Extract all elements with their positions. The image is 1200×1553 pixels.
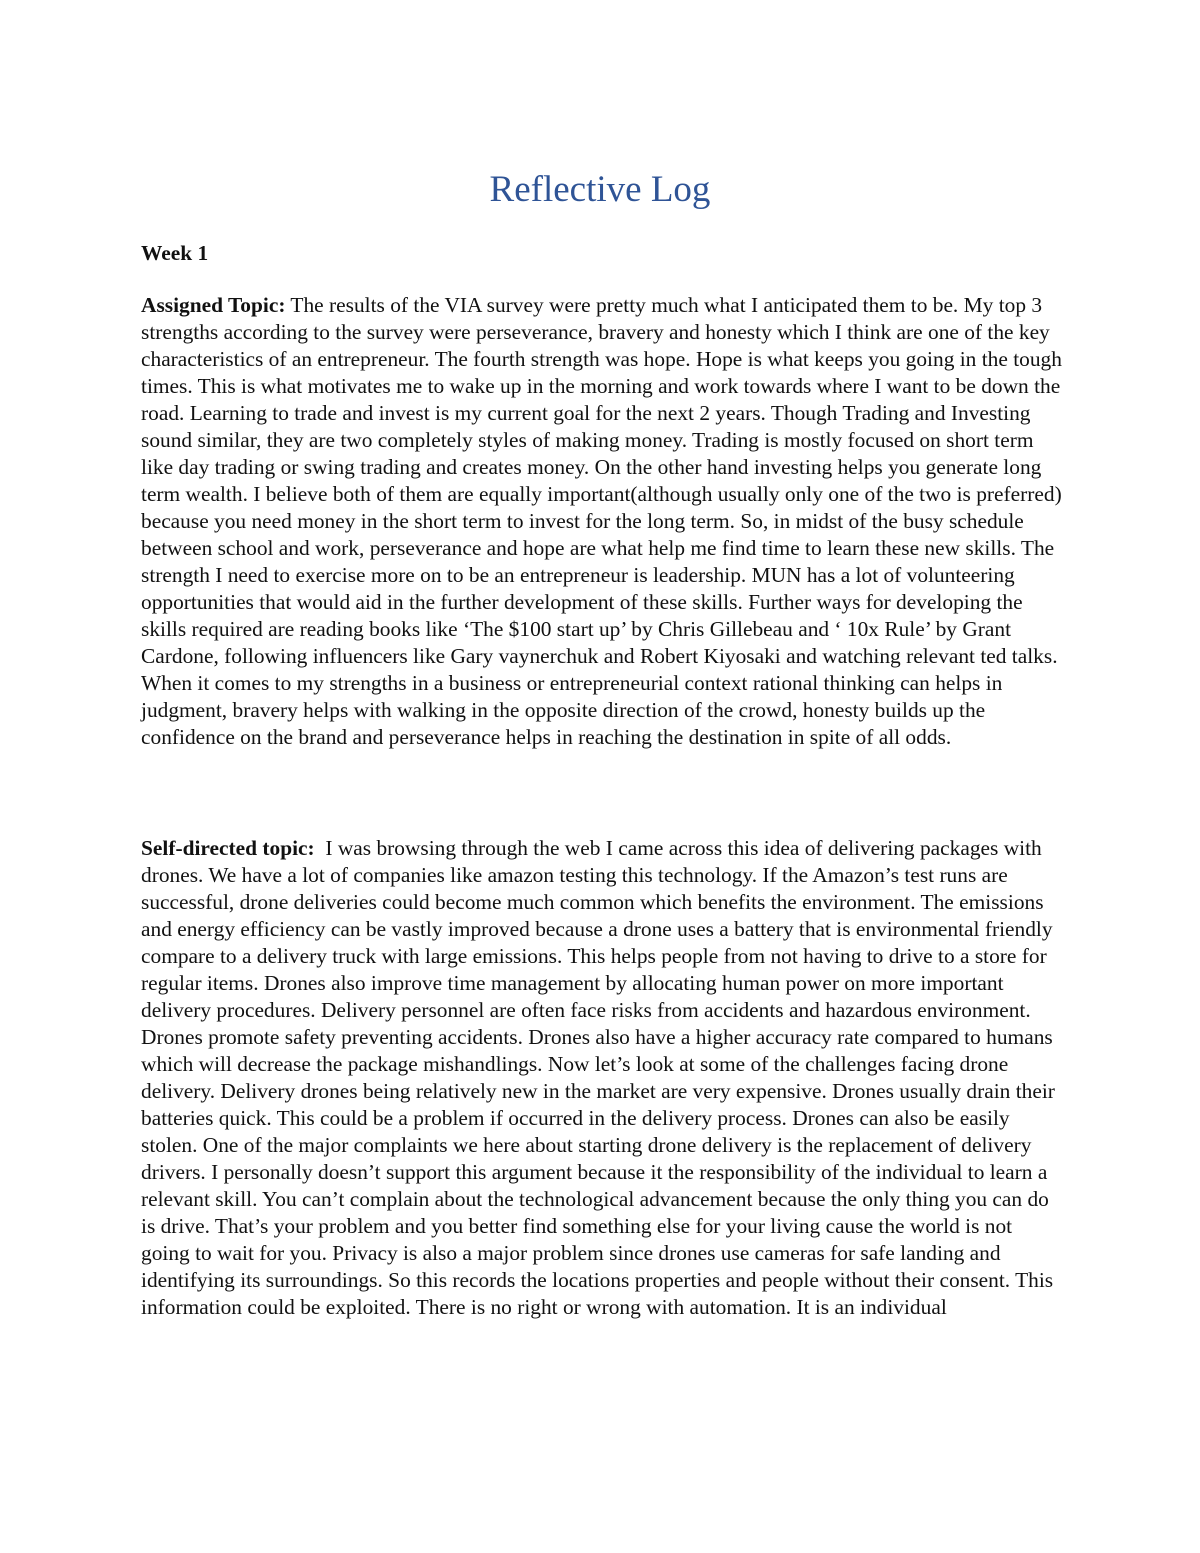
assigned-topic-label: Assigned Topic: <box>141 293 286 317</box>
self-directed-topic-label: Self-directed topic: <box>141 836 315 860</box>
week-heading: Week 1 <box>141 241 209 265</box>
self-directed-topic-paragraph <box>141 835 1063 1321</box>
document-title: Reflective Log <box>489 169 711 210</box>
self-directed-topic-text: I was browsing through the web I came across this idea of delivering packages with drones. We have a lot of companies like amazon testing this technology. If the Amazon’s test runs are successful, drone deliveries could become much common which benefits the environment. The emissions and energy efficiency can be vastly improved because a drone uses a battery that is environmental friendly compare to a delivery truck with large emissions. This helps people from not having to drive to a store for regular items. Drones also improve time management by allocating human power on more important delivery procedures. Delivery personnel are often face risks from accidents and hazardous environment. Drones promote safety preventing accidents. Drones also have a higher accuracy rate compared to humans which will decrease the package mishandlings. Now let’s look at some of the challenges facing drone delivery. Delivery drones being relatively new in the market are very expensive. Drones usually drain their batteries quick. This could be a problem if occurred in the delivery process. Drones can also be easily stolen. One of the major complaints we here about starting drone delivery is the replacement of delivery drivers. I personally doesn’t support this argument because it the responsibility of the individual to learn a relevant skill. You can’t complain about the technological advancement because the only thing you can do is drive. That’s your problem and you better find something else for your living cause the world is not going to wait for you. Privacy is also a major problem since drones use cameras for safe landing and identifying its surroundings. So this records the locations properties and people without their consent. This information could be exploited. There is no right or wrong with automation. It is an individual <box>141 836 1055 1319</box>
assigned-topic-text: The results of the VIA survey were pretty much what I anticipated them to be. My top 3 strengths according to the survey were perseverance, bravery and honesty which I think are one of the key characteristics of an entrepreneur. The fourth strength was hope. Hope is what keeps you going in the tough times. This is what motivates me to wake up in the morning and work towards where I want to be down the road. Learning to trade and invest is my current goal for the next 2 years. Though Trading and Investing sound similar, they are two completely styles of making money. Trading is mostly focused on short term like day trading or swing trading and creates money. On the other hand investing helps you generate long term wealth. I believe both of them are equally important(although usually only one of the two is preferred) because you need money in the short term to invest for the long term. So, in midst of the busy schedule between school and work, perseverance and hope are what help me find time to learn these new skills. The strength I need to exercise more on to be an entrepreneur is leadership. MUN has a lot of volunteering opportunities that would aid in the further development of these skills. Further ways for developing the skills required are reading books like ‘The $100 start up’ by Chris Gillebeau and ‘ 10x Rule’ by Grant Cardone, following influencers like Gary vaynerchuk and Robert Kiyosaki and watching relevant ted talks. When it comes to my strengths in a business or entrepreneurial context rational thinking can helps in judgment, bravery helps with walking in the opposite direction of the crowd, honesty builds up the confidence on the brand and perseverance helps in reaching the destination in spite of all odds. <box>141 293 1062 749</box>
assigned-topic-paragraph <box>141 292 1063 751</box>
